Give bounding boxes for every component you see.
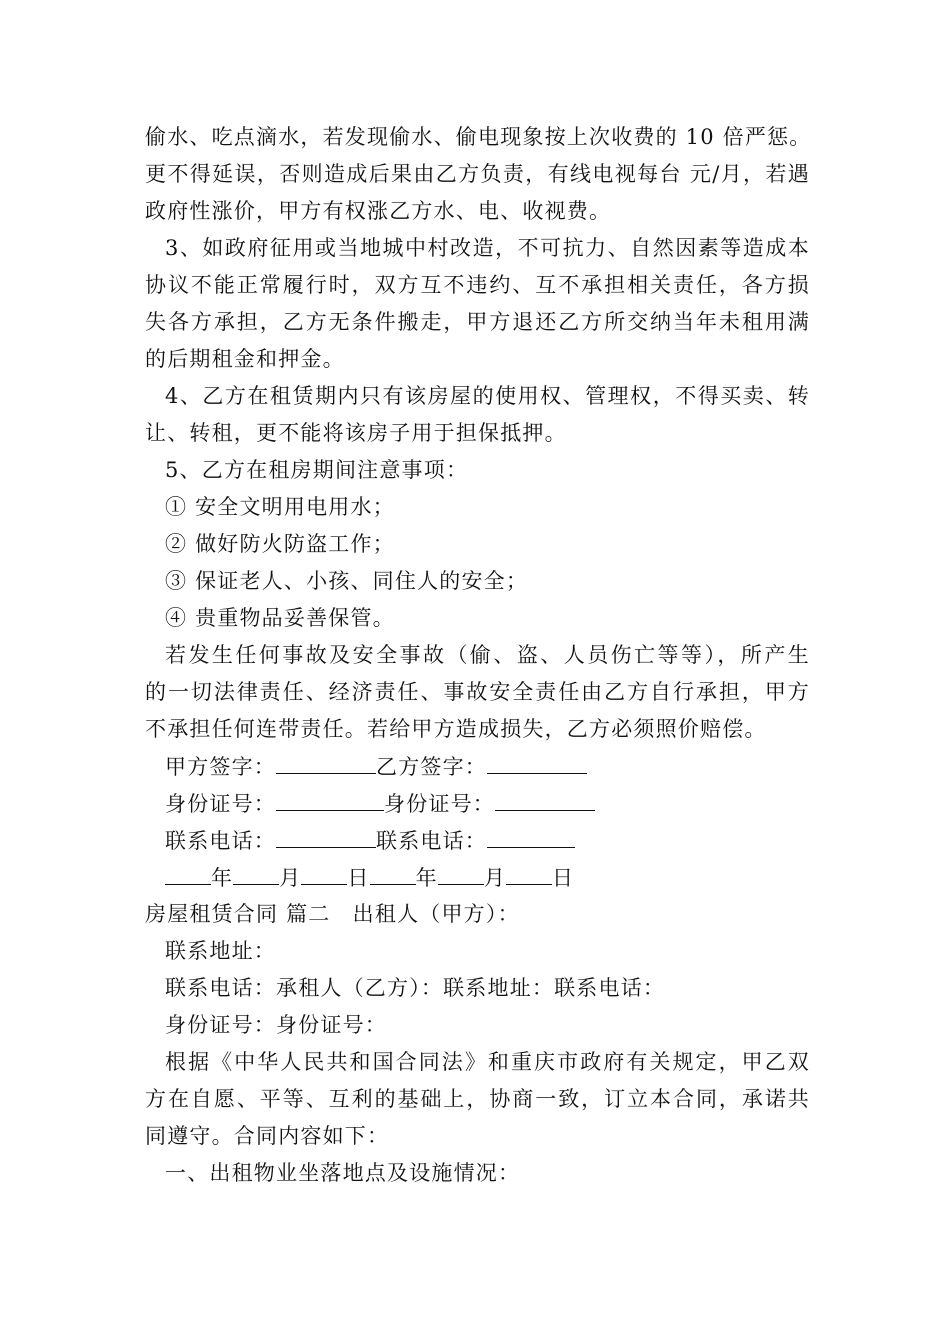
phone-label-a: 联系电话： xyxy=(165,829,276,853)
signature-row xyxy=(145,748,810,785)
paragraph-line: 若发生任何事故及安全事故（偷、盗、人员伤亡等等），所产生 xyxy=(165,643,810,667)
paragraph-line: 的一切法律责任、经济责任、事故安全责任由乙方自行承担，甲方 xyxy=(145,680,810,704)
list-item: ④ 贵重物品妥善保管。 xyxy=(165,606,395,630)
phone-blank-a xyxy=(276,822,376,848)
party-b-sign-label: 乙方签字： xyxy=(376,755,487,779)
date-row xyxy=(145,859,810,896)
year-blank-b xyxy=(370,859,416,885)
month-label-a: 月 xyxy=(279,866,302,890)
list-item: ③ 保证老人、小孩、同住人的安全； xyxy=(165,569,529,593)
paragraph-line: 同遵守。合同内容如下： xyxy=(145,1124,390,1148)
phone-label-b: 联系电话： xyxy=(376,829,487,853)
paragraph-line: 偷水、吃点滴水，若发现偷水、偷电现象按上次收费的 10 倍严惩。 xyxy=(145,125,812,149)
paragraph-line: 更不得延误，否则造成后果由乙方负责，有线电视每台 元/月，若遇 xyxy=(145,162,810,186)
paragraph-line: 协议不能正常履行时，双方互不违约、互不承担相关责任，各方损 xyxy=(145,273,810,297)
year-label-b: 年 xyxy=(415,866,438,890)
paragraph-line: 联系电话：承租人（乙方）：联系地址：联系电话： xyxy=(165,976,666,1000)
party-a-sign-label: 甲方签字： xyxy=(165,755,276,779)
id-number-label-a: 身份证号： xyxy=(165,792,276,816)
id-number-blank-b xyxy=(495,785,595,811)
list-item: ① 安全文明用电用水； xyxy=(165,495,395,519)
party-a-sign-blank xyxy=(276,748,376,774)
paragraph-line: 联系地址： xyxy=(165,939,276,963)
day-blank-a xyxy=(301,859,347,885)
paragraph-line: 根据《中华人民共和国合同法》和重庆市政府有关规定，甲乙双 xyxy=(165,1050,810,1074)
year-blank-a xyxy=(165,859,211,885)
section-heading: 房屋租赁合同 篇二 出租人（甲方）： xyxy=(145,902,520,926)
month-blank-b xyxy=(438,859,484,885)
paragraph-line: 身份证号：身份证号： xyxy=(165,1013,387,1037)
paragraph-line: 方在自愿、平等、互利的基础上，协商一致，订立本合同，承诺共 xyxy=(145,1087,810,1111)
year-label-a: 年 xyxy=(211,866,234,890)
paragraph-line: 让、转租，更不能将该房子用于担保抵押。 xyxy=(145,421,567,445)
paragraph-line: 一、出租物业坐落地点及设施情况： xyxy=(165,1161,521,1185)
day-label-b: 日 xyxy=(552,866,575,890)
paragraph-line: 4、乙方在租赁期内只有该房屋的使用权、管理权，不得买卖、转 xyxy=(165,384,810,408)
day-label-a: 日 xyxy=(347,866,370,890)
month-blank-a xyxy=(233,859,279,885)
phone-row xyxy=(145,822,810,859)
id-number-blank-a xyxy=(276,785,384,811)
id-number-row xyxy=(145,785,810,822)
id-number-label-b: 身份证号： xyxy=(384,792,495,816)
paragraph-line: 不承担任何连带责任。若给甲方造成损失，乙方必须照价赔偿。 xyxy=(145,717,767,741)
paragraph-line: 的后期租金和押金。 xyxy=(145,347,345,371)
phone-blank-b xyxy=(487,822,575,848)
paragraph-line: 失各方承担，乙方无条件搬走，甲方退还乙方所交纳当年未租用满 xyxy=(145,310,810,334)
paragraph-line: 3、如政府征用或当地城中村改造，不可抗力、自然因素等造成本 xyxy=(165,236,810,260)
paragraph-line: 5、乙方在租房期间注意事项： xyxy=(165,458,469,482)
list-item: ② 做好防火防盗工作； xyxy=(165,532,395,556)
paragraph-line: 政府性涨价，甲方有权涨乙方水、电、收视费。 xyxy=(145,199,612,223)
party-b-sign-blank xyxy=(487,748,587,774)
day-blank-b xyxy=(506,859,552,885)
month-label-b: 月 xyxy=(483,866,507,890)
